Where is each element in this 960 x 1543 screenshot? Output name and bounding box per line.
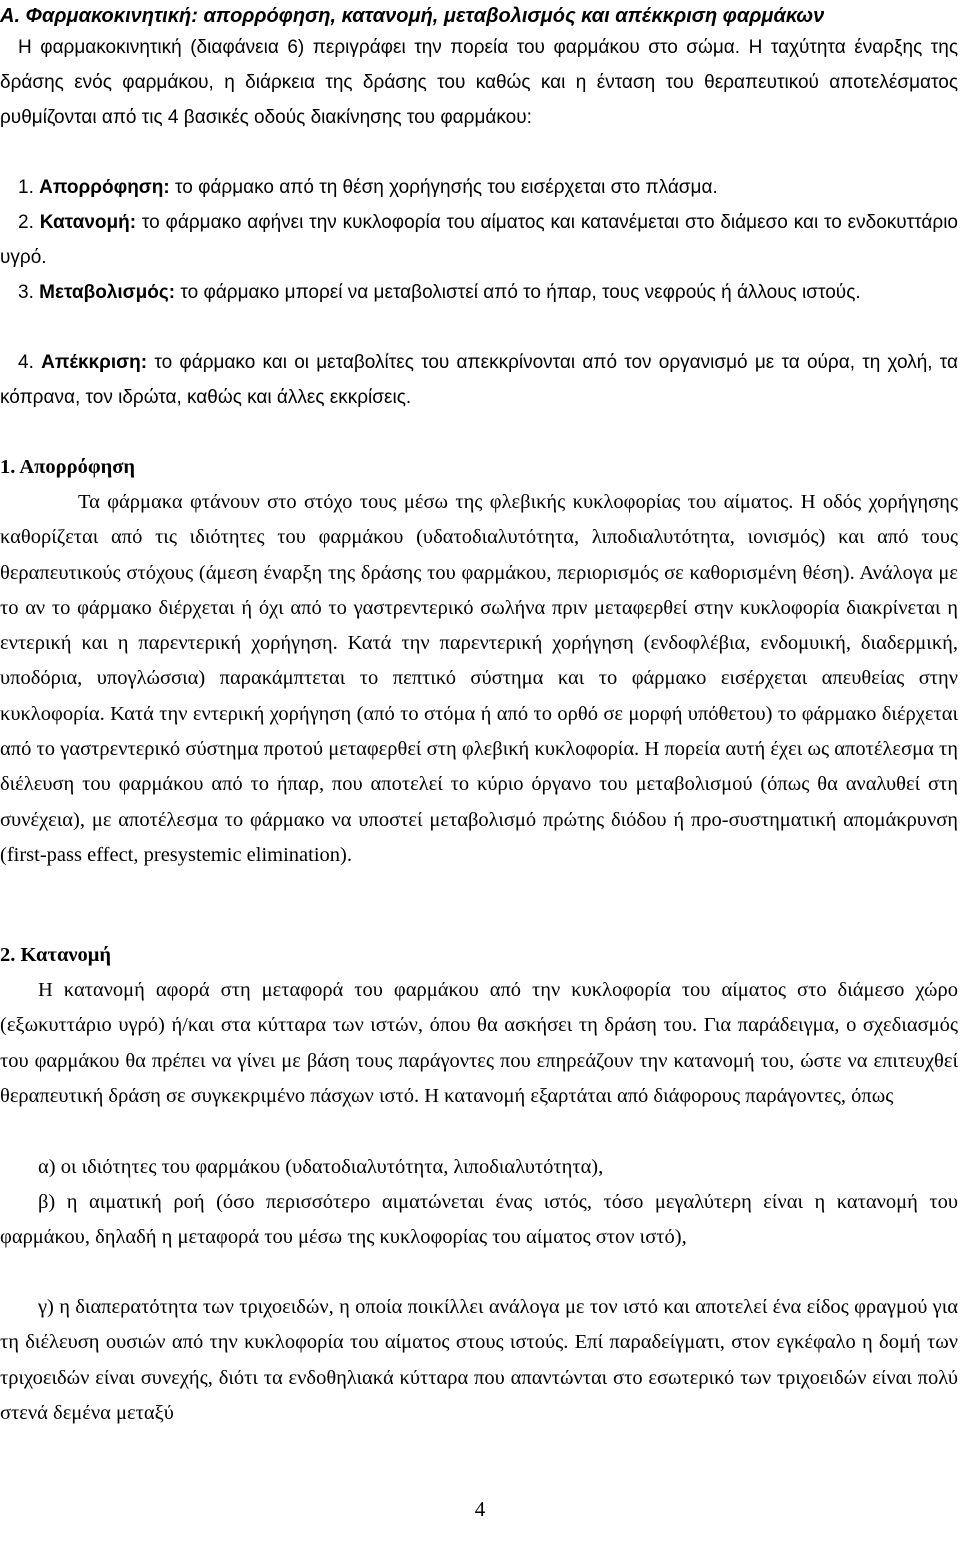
list-number: 3. xyxy=(18,282,34,303)
list-number: 2. xyxy=(18,212,34,233)
absorption-heading xyxy=(0,450,958,485)
list-item-metabolism xyxy=(0,275,958,310)
list-number: 4. xyxy=(18,352,34,373)
list-item-excretion xyxy=(0,345,958,415)
absorption-body: Τα φάρμακα φτάνουν στο στόχο τους μέσω της φλεβικής κυκλοφορίας του αίματος. Η οδός χορήγησης καθορίζεται από τις ιδιότητες του φαρμάκου (υδατοδιαλυτότητα, λιποδιαλυτότητα, ιονισμός) και από τους θεραπευτικούς στόχους (άμεση έναρξη της δράσης του φαρμάκου, περιορισμός σε καθορισμένη θέση). Ανάλογα με το αν το φάρμακο διέρχεται ή όχι από το γαστρεντερικό σωλήνα πριν μεταφερθεί στην κυκλοφορία διακρίνεται η εντερική και η παρεντερική χορήγηση. Κατά την παρεντερική χορήγηση (ενδοφλέβια, ενδομυική, διαδερμική, υποδόρια, υπογλώσσια) παρακάμπτεται το πεπτικό σύστημα και το φάρμακο εισέρχεται απευθείας στην κυκλοφορία. Κατά την εντερική χορήγηση (από το στόμα ή από το ορθό σε μορφή υπόθετου) το φάρμακο διέρχεται από το γαστρεντερικό σύστημα προτού μεταφερθεί στη φλεβική κυκλοφορία. Η πορεία αυτή έχει ως αποτέλεσμα τη διέλευση του φαρμάκου από το ήπαρ, που αποτελεί το κύριο όργανο του μεταβολισμού (όπως θα αναλυθεί στη συνέχεια), με αποτέλεσμα το φάρμακο να υποστεί μεταβολισμό πρώτης διόδου ή προ-συστηματική απομάκρυνση (first-pass effect, presystemic elimination). xyxy=(0,491,958,866)
intro-paragraph: Η φαρμακοκινητική (διαφάνεια 6) περιγράφει την πορεία του φαρμάκου στο σώμα. Η ταχύτητα έναρξης της δράσης ενός φαρμάκου, η διάρκεια της δράσης του καθώς και η ένταση του θεραπευτικού αποτελέσματος ρυθμίζονται από τις 4 βασικές οδούς διακίνησης του φαρμάκου: xyxy=(0,37,958,128)
absorption-heading-text: 1. Απορρόφηση xyxy=(0,456,136,478)
list-term: Απέκκριση: xyxy=(41,352,148,373)
factor-item: α) οι ιδιότητες του φαρμάκου (υδατοδιαλυτότητα, λιποδιαλυτότητα), xyxy=(38,1156,604,1178)
distribution-heading-text: 2. Κατανομή xyxy=(0,944,112,966)
list-number: 1. xyxy=(18,177,34,198)
list-text: το φάρμακο μπορεί να μεταβολιστεί από το ήπαρ, τους νεφρούς ή άλλους ιστούς. xyxy=(175,282,861,303)
list-text: το φάρμακο και οι μεταβολίτες του απεκκρίνονται από τον οργανισμό με τα ούρα, τη χολή, τα κόπρανα, τον ιδρώτα, καθώς και άλλες εκκρίσεις. xyxy=(0,352,959,408)
page-number: 4 xyxy=(474,1497,486,1521)
list-text: το φάρμακο από τη θέση χορήγησής του εισέρχεται στο πλάσμα. xyxy=(169,177,718,198)
list-term: Κατανομή: xyxy=(39,212,137,233)
list-item-absorption xyxy=(0,170,958,205)
section-title: Α. Φαρμακοκινητική: απορρόφηση, κατανομή, μεταβολισμός και απέκκριση φαρμάκων xyxy=(0,5,825,27)
distribution-heading xyxy=(0,938,958,973)
factor-item: β) η αιματική ροή (όσο περισσότερο αιματώνεται ένας ιστός, τόσο μεγαλύτερη είναι η κατανομή του φαρμάκου, δηλαδή η μεταφορά του μέσω της κυκλοφορίας του αίματος στον ιστό), xyxy=(0,1191,958,1249)
list-text: το φάρμακο αφήνει την κυκλοφορία του αίματος και κατανέμεται στο διάμεσο και το ενδοκυττάριο υγρό. xyxy=(0,212,958,268)
distribution-body: Η κατανομή αφορά στη μεταφορά του φαρμάκου από την κυκλοφορία του αίματος στο διάμεσο χώρο (εξωκυττάριο υγρό) ή/και στα κύτταρα των ιστών, όπου θα ασκήσει τη δράση του. Για παράδειγμα, ο σχεδιασμός του φαρμάκου θα πρέπει να γίνει με βάση τους παράγοντες που επηρεάζουν την κατανομή του, ώστε να επιτευχθεί θεραπευτική δράση σε συγκεκριμένο πάσχων ιστό. Η κατανομή εξαρτάται από διάφορους παράγοντες, όπως xyxy=(0,979,958,1107)
list-term: Απορρόφηση: xyxy=(39,177,170,198)
list-item-distribution xyxy=(0,205,958,275)
factor-item: γ) η διαπερατότητα των τριχοειδών, η οποία ποικίλλει ανάλογα με τον ιστό και αποτελεί ένα είδος φραγμού για τη διέλευση ουσιών από την κυκλοφορία του αίματος στους ιστούς. Επί παραδείγματι, στον εγκέφαλο η δομή των τριχοειδών είναι συνεχής, διότι τα ενδοθηλιακά κύτταρα που απαντώνται στο εσωτερικό των τριχοειδών είναι πολύ στενά δεμένα μεταξύ xyxy=(0,1296,958,1424)
list-term: Μεταβολισμός: xyxy=(39,282,176,303)
